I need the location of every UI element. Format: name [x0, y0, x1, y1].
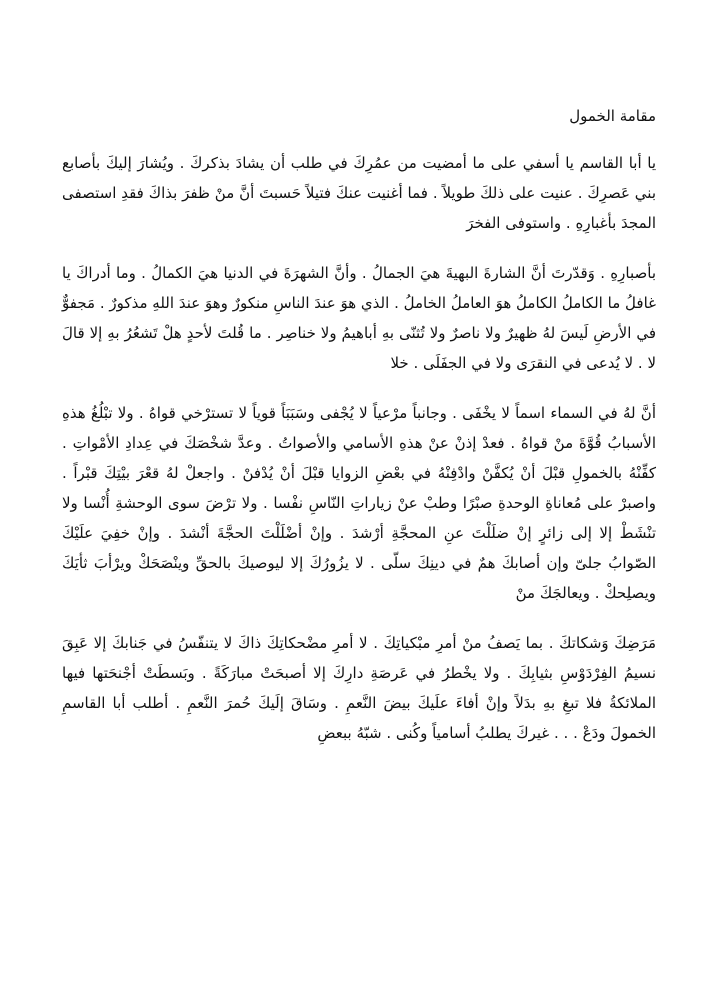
document-title: مقامة الخمول — [569, 107, 656, 125]
paragraph-2: بأصبارِهِ . وَقدّرتَ أنَّ الشارةَ البهيةَ هيَ الجمالُ . وأنَّ الشهرَةَ في الدنيا هيَ الكمالُ . وما أدراكَ يا غافلُ ما الكاملُ الكاملُ هوَ العاملُ الخاملُ . الذي هوَ عندَ الناسِ منكورٌ وهوَ عندَ اللهِ مذكورٌ . مَجفوٌّ في الأرضِ لَيسَ لهُ ظهيرٌ ولا ناصرٌ ولا تُثنّى بهِ أباهيمُ ولا خناصِر . ما قُلتَ لأحدٍ هلْ تَشعُرُ بهِ إلا قالَ لا . لا يُدعى في النقرَى ولا في الجفَلَى . خلا — [62, 264, 656, 372]
paragraph-3: أنَّ لهُ في السماء اسماً لا يخْفَى . وجانباً مرْعياً لا يُجْفى وسَبَبَاً قوياً لا تسترْخي قواهُ . ولا تبْلُغُ هذهِ الأسبابُ قُوَّةَ منْ قواهُ . فعدْ إذنْ عنْ هذهِ الأسامي والأصواتُ . وعدَّ شخْصَكَ في عِدادِ الأمْواتِ . كفِّنْهُ بالخمولِ قبْلَ أنْ يُكفَّنْ وادْفِنْهُ في بعْضِ الزوايا قبْلَ أنْ يُدْفنْ . واجعلْ لهُ قعْرَ بيْتِكَ قبْراً . واصبرْ على مُعاناةِ الوحدةِ صبْرًا وطبْ عنْ زياراتِ النّاسِ نفْسا . ولا ترْضَ سوى الوحشةِ أُنْسا ولا تنْشَطْ إلا إلى زائرٍ إنْ ضلَلْتَ عنِ المحجَّةِ أرْشدَ . وإنْ أضْلَلْتَ الحجَّةَ أنْشدَ . وإنْ خفِيَ علَيْكَ الصّوابُ جلىّ وإن أصابكَ همٌ في دينِكَ سلّى . لا يزُورُكَ إلا ليوصيكَ بالحقِّ وينْصَحَكْ ويرْأبَ ثأيَكَ ويصلِحكْ . ويعالجَكَ منْ — [62, 404, 656, 602]
paragraph-1: يا أبا القاسم يا أسفي على ما أمضيت من عمُرِكَ في طلب أن يشادَ بذكركَ . ويُشارَ إليكَ بأصابع بني عَصرِكَ . عنيت على ذلكَ طويلاً . فما أغنيت عنكَ فتيلاً حَسبتَ أنَّ منْ ظفرَ بذاكَ فقدِ استصفى المجدَ بأغبارِهِ . واستوفى الفخرَ — [62, 154, 656, 232]
paragraph-4: مَرَضِكَ وَشكاتكَ . بما يَصفُ منْ أمرِ مبْكياتِكَ . لا أمرِ مضْحكاتِكَ ذاكَ لا يتنفّسُ في جَنابكَ إلا عَبِقَ نسيمُ الفِرْدَوْسِ بثيابِكَ . ولا يخْطرُ في عَرصَةِ دارِكَ إلا أصبحَتْ مبارَكَةً . وبَسطَتْ أجْنحَتها فيها الملائكةُ فلا تبغِ بهِ بدَلاً وإنْ أفاءَ علَيكَ بيضَ النَّعمِ . وسَاقَ إلَيكَ حُمرَ النَّعمِ . أطلب أبا القاسمِ الخمولَ ودَعْ . . . غيركَ يطلبُ أسامياً وكُنى . شبّهُ ببعضِ — [62, 634, 656, 742]
